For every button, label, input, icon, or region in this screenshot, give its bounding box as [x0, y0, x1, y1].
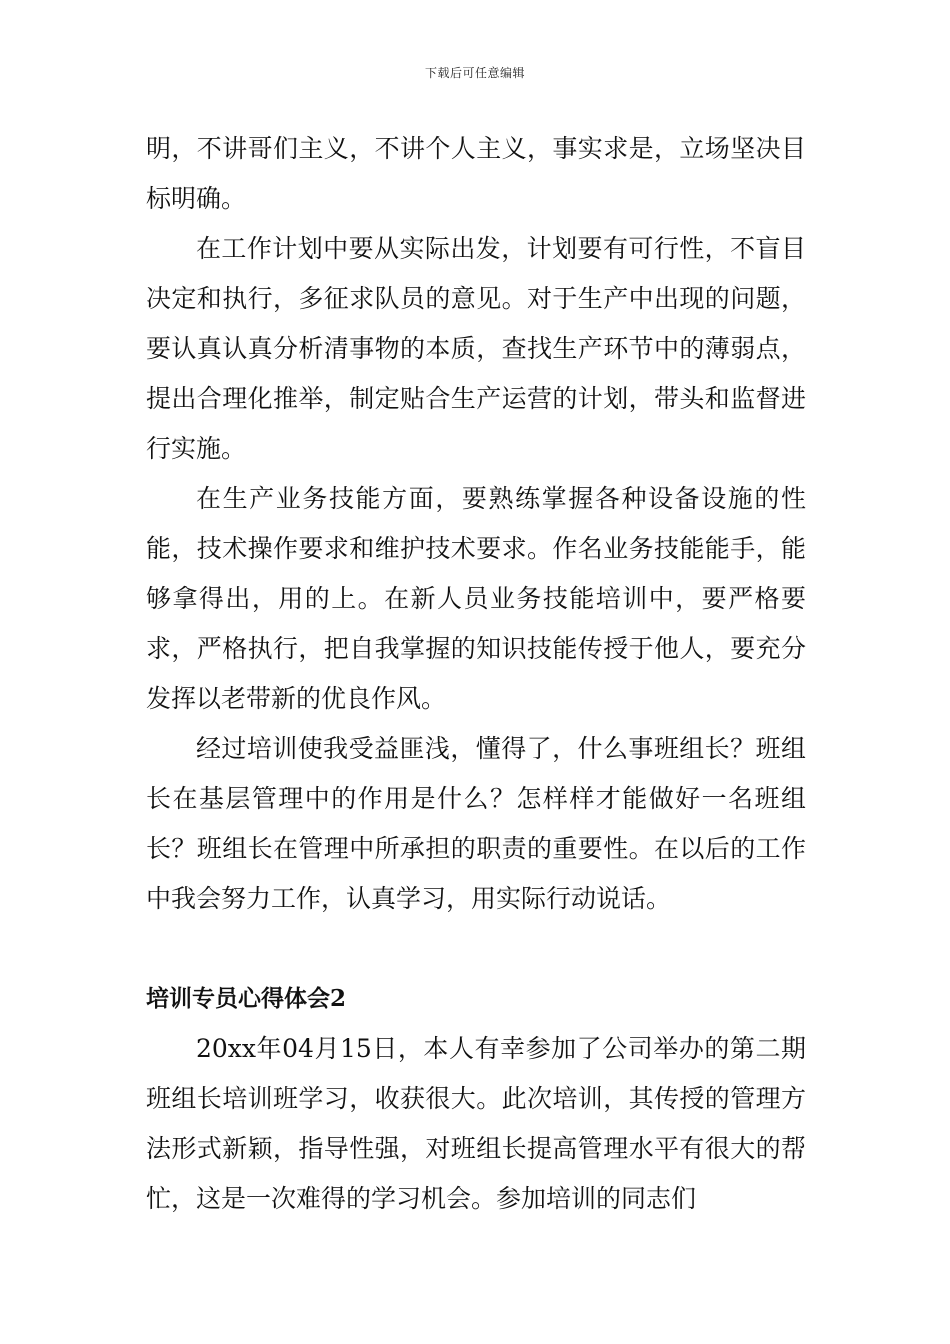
- paragraph-section2-intro: 20xx年04月15日，本人有幸参加了公司举办的第二期班组长培训班学习，收获很大。此次培训，其传授的管理方法形式新颖，指导性强，对班组长提高管理水平有很大的帮忙，这是一次难得的学习机会。参加培训的同志们: [146, 1034, 806, 1213]
- document-body: [146, 124, 806, 1224]
- section-title: 培训专员心得体会2: [146, 985, 347, 1012]
- paragraph-work-plan: 在工作计划中要从实际出发，计划要有可行性，不盲目决定和执行，多征求队员的意见。对于生产中出现的问题，要认真认真分析清事物的本质，查找生产环节中的薄弱点，提出合理化推举，制定贴合生产运营的计划，带头和监督进行实施。: [146, 234, 806, 463]
- paragraph-skills: 在生产业务技能方面，要熟练掌握各种设备设施的性能，技术操作要求和维护技术要求。作名业务技能能手，能够拿得出，用的上。在新人员业务技能培训中，要严格要求，严格执行，把自我掌握的知识技能传授于他人，要充分发挥以老带新的优良作风。: [146, 484, 806, 713]
- page-header: 下载后可任意编辑: [424, 66, 525, 80]
- paragraph-continuation: 明，不讲哥们主义，不讲个人主义，事实求是，立场坚决目标明确。: [146, 134, 806, 213]
- paragraph-conclusion: 经过培训使我受益匪浅，懂得了，什么事班组长？班组长在基层管理中的作用是什么？怎样样才能做好一名班组长？班组长在管理中所承担的职责的重要性。在以后的工作中我会努力工作，认真学习，用实际行动说话。: [146, 734, 806, 913]
